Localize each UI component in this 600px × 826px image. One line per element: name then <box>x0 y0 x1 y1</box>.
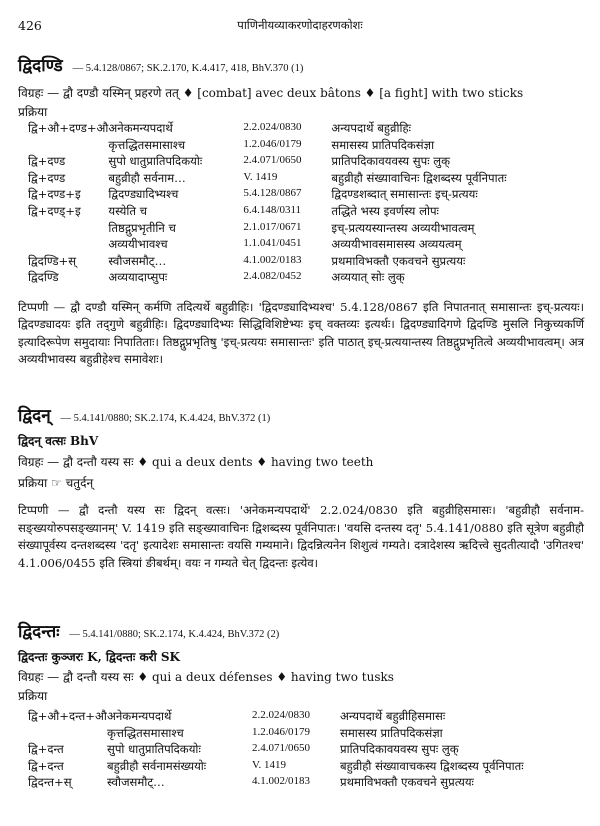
prakriya-label: प्रक्रिया <box>18 689 48 703</box>
form-cell: द्विदण्डि+स् <box>28 253 77 268</box>
sutra-cell: अव्ययीभावश्च <box>108 237 168 252</box>
prakriya-label: प्रक्रिया <box>18 105 48 119</box>
sutra-cell: कृत्तद्धितसमासाश्च <box>108 137 186 152</box>
table-row <box>18 121 507 138</box>
ref-cell: 2.4.071/0650 <box>252 742 311 755</box>
gloss-cell: इच्-प्रत्ययस्यान्तस्य अव्ययीभावत्वम् <box>331 220 475 235</box>
entry-reference: — 5.4.141/0880; SK.2.174, K.4.424, BhV.372 (1) <box>60 413 271 424</box>
sutra-cell: बहुव्रीहौ सर्वनामसंख्ययोः <box>107 758 207 773</box>
table-row <box>18 775 524 792</box>
tippani-paragraph: टिप्पणी — द्वौ दण्डौ यस्मिन् कर्मणि तदित्यर्थे बहुव्रीहिः। 'द्विदण्ड्यादिभ्यश्च' 5.4.128/0867 इति निपातनात् समासान्तः इच्-प्रत्ययः। द्विदण्ड्यादयः इति तद्‌गुणे बहुव्रीहिः। द्विदण्ड्यादिभ्यः सिद्धिविशिष्टेभ्यः इच् वक्तव्यः इत्यर्थः। द्विदण्ड्यादिगणे द्विदण्डि मुसलि निकुच्यकर्णि इत्यादिरूपेण समुदायाः निपातिताः। तिष्ठद्गुप्रभृतिषु 'इच्-प्रत्ययः समासान्तः' इति पाठात् इच्-प्रत्ययान्तस्य तिष्ठद्गुप्रभृतित्वे अव्ययीभावत्वम्। अत्र अव्ययीभावस्य बहुव्रीहेश्च समावेशः। <box>18 299 584 367</box>
ref-cell: 1.2.046/0179 <box>252 725 311 738</box>
form-cell <box>18 221 108 238</box>
form-cell <box>18 237 108 254</box>
table-row <box>18 221 507 238</box>
entry-headword: द्विदण्डि <box>18 56 63 76</box>
table-row <box>18 742 524 759</box>
entry-reference: — 5.4.128/0867; SK.2.170, K.4.417, 418, BhV.370 (1) <box>72 63 304 74</box>
gloss-cell: अन्यपदार्थे बहुव्रीहिः <box>331 121 411 135</box>
sutra-cell: बहुव्रीहौ सर्वनाम… <box>108 170 186 185</box>
sutra-cell: अव्ययादाप्सुपः <box>108 270 168 285</box>
sutra-cell: स्वौजसमौट्… <box>108 253 167 268</box>
ref-cell: 5.4.128/0867 <box>243 187 302 200</box>
gloss-cell: बहुव्रीहौ संख्यावाचकस्य द्विशब्दस्य पूर्वनिपातः <box>340 758 524 773</box>
sutra-cell: तिष्ठद्गुप्रभृतीनि च <box>108 220 176 235</box>
table-row <box>18 270 507 287</box>
prakriya-crossref: प्रक्रिया ☞ चतुर्दन् <box>18 476 94 490</box>
ref-cell: 1.2.046/0179 <box>243 137 302 150</box>
form-cell: द्विदन्त+स् <box>28 775 72 790</box>
table-row <box>18 154 507 171</box>
prakriya-table <box>18 121 507 287</box>
form-cell: द्वि+दण्ड्+इ <box>28 203 81 218</box>
sutra-cell: सुपो धातुप्रातिपदिकयोः <box>107 742 201 757</box>
ref-cell: 4.1.002/0183 <box>252 775 311 788</box>
form-cell: द्वि+दन्त <box>28 758 64 773</box>
table-row <box>18 254 507 271</box>
entry-reference: — 5.4.141/0880; SK.2.174, K.4.424, BhV.372 (2) <box>69 629 280 640</box>
ref-cell: 2.2.024/0830 <box>243 121 302 133</box>
vigraha-line: विग्रहः — द्वौ दन्तौ यस्य सः ♦ qui a deux défenses ♦ having two tusks <box>18 670 394 684</box>
entry-dvidandi <box>18 58 584 369</box>
tippani-paragraph: टिप्पणी — द्वौ दन्तौ यस्य सः द्विदन् वत्सः। 'अनेकमन्यपदार्थे' 2.2.024/0830 इति बहुव्रीहिसमासः। 'बहुव्रीहौ सर्वनाम-सङ्ख्ययोरुपसङ्ख्यानम्' V. 1419 इति सङ्ख्यावाचिनः द्विशब्दस्य पूर्वनिपातः। 'वयसि दन्तस्य दतृ' 5.4.141/0880 इति सूत्रेण बहुव्रीहौ संख्यापूर्वस्य दन्तशब्दस्य 'दतृ' इत्यादेशः समासान्तः वयसि गम्यमाने। द्विदन्नित्यनेन शिशुत्वं गम्यते। दत्रादेशस्य ऋदित्त्वे सुदतीत्यादौ 'उगितश्च' 4.1.006/0455 इति स्त्रियां ङीबर्थम्। वयः न गम्यते चेत् द्विदन्तः इत्येव। <box>18 503 584 570</box>
gloss-cell: समासस्य प्रातिपदिकसंज्ञा <box>340 725 443 740</box>
table-row <box>18 709 524 726</box>
table-row <box>18 726 524 743</box>
sutra-cell: द्विदण्ड्यादिभ्यश्च <box>108 187 179 202</box>
gloss-cell: प्रातिपदिकावयवस्य सुपः लुक् <box>331 154 451 169</box>
sutra-cell: यस्येति च <box>108 203 148 218</box>
gloss-cell: बहुव्रीहौ संख्यावाचिनः द्विशब्दस्य पूर्वनिपातः <box>331 170 507 185</box>
gloss-cell: अव्ययात् सोः लुक् <box>331 270 405 285</box>
form-cell <box>18 138 108 155</box>
vigraha-line: विग्रहः — द्वौ दन्तौ यस्य सः ♦ qui a deux dents ♦ having two teeth <box>18 455 374 469</box>
ref-cell: V. 1419 <box>243 170 278 183</box>
example-line: द्विदन् वत्सः BhV <box>18 434 99 448</box>
form-cell: द्वि+दण्ड <box>28 170 66 185</box>
table-row <box>18 759 524 776</box>
gloss-cell: अव्ययीभावसमासस्य अव्ययत्वम् <box>331 237 462 252</box>
table-row <box>18 171 507 188</box>
gloss-cell: प्रथमाविभक्तौ एकवचने सुप्रत्ययः <box>331 253 466 268</box>
gloss-cell: समासस्य प्रातिपदिकसंज्ञा <box>331 137 435 152</box>
form-cell: द्वि+दन्त <box>28 742 64 757</box>
form-cell: द्विदण्डि <box>28 270 59 285</box>
table-row <box>18 237 507 254</box>
ref-cell: 6.4.148/0311 <box>243 203 302 216</box>
entry-headword: द्विदन्तः <box>18 622 60 642</box>
sutra-cell: स्वौजसमौट्… <box>107 775 165 790</box>
sutra-cell: सुपो धातुप्रातिपदिकयोः <box>108 154 203 169</box>
form-cell <box>18 726 107 743</box>
ref-cell: 4.1.002/0183 <box>243 253 302 266</box>
table-row <box>18 204 507 221</box>
ref-cell: 2.4.071/0650 <box>243 154 302 167</box>
table-row <box>18 187 507 204</box>
example-line: द्विदन्तः कुञ्जरः K, द्विदन्तः करी SK <box>18 650 180 664</box>
gloss-cell: प्रथमाविभक्तौ एकवचने सुप्रत्ययः <box>340 775 474 790</box>
page-header <box>18 18 582 34</box>
ref-cell: V. 1419 <box>252 758 287 771</box>
gloss-cell: द्विदण्डशब्दात् समासान्तः इच्-प्रत्ययः <box>331 187 478 202</box>
ref-cell: 2.4.082/0452 <box>243 270 302 283</box>
page-number: 426 <box>18 18 42 33</box>
form-cell: द्वि+दण्ड <box>28 154 66 169</box>
table-row <box>18 138 507 155</box>
entry-headword: द्विदन् <box>18 406 51 426</box>
ref-cell: 2.2.024/0830 <box>252 709 311 721</box>
entry-dvidan <box>18 408 584 572</box>
ref-cell: 2.1.017/0671 <box>243 220 302 233</box>
gloss-cell: अन्यपदार्थे बहुव्रीहिसमासः <box>340 709 446 723</box>
sutra-cell: अनेकमन्यपदार्थे <box>107 709 172 723</box>
entry-dvidantah <box>18 624 584 792</box>
form-cell: द्वि+दण्ड+इ <box>28 187 81 202</box>
sutra-cell: कृत्तद्धितसमासाश्च <box>107 725 184 740</box>
sutra-cell: अनेकमन्यपदार्थे <box>108 121 173 135</box>
gloss-cell: तद्धिते भस्य इवर्णस्य लोपः <box>331 203 439 218</box>
vigraha-line: विग्रहः — द्वौ दण्डौ यस्मिन् प्रहरणे तत् ♦ [combat] avec deux bâtons ♦ [a fight] with two sticks <box>18 86 524 100</box>
prakriya-table <box>18 709 524 792</box>
form-cell: द्वि+औ+दण्ड+औ <box>28 121 109 135</box>
form-cell: द्वि+औ+दन्त+औ <box>28 709 107 723</box>
ref-cell: 1.1.041/0451 <box>243 237 302 250</box>
gloss-cell: प्रातिपदिकावयवस्य सुपः लुक् <box>340 742 459 757</box>
running-title: पाणिनीयव्याकरणोदाहरणकोशः <box>237 18 363 32</box>
